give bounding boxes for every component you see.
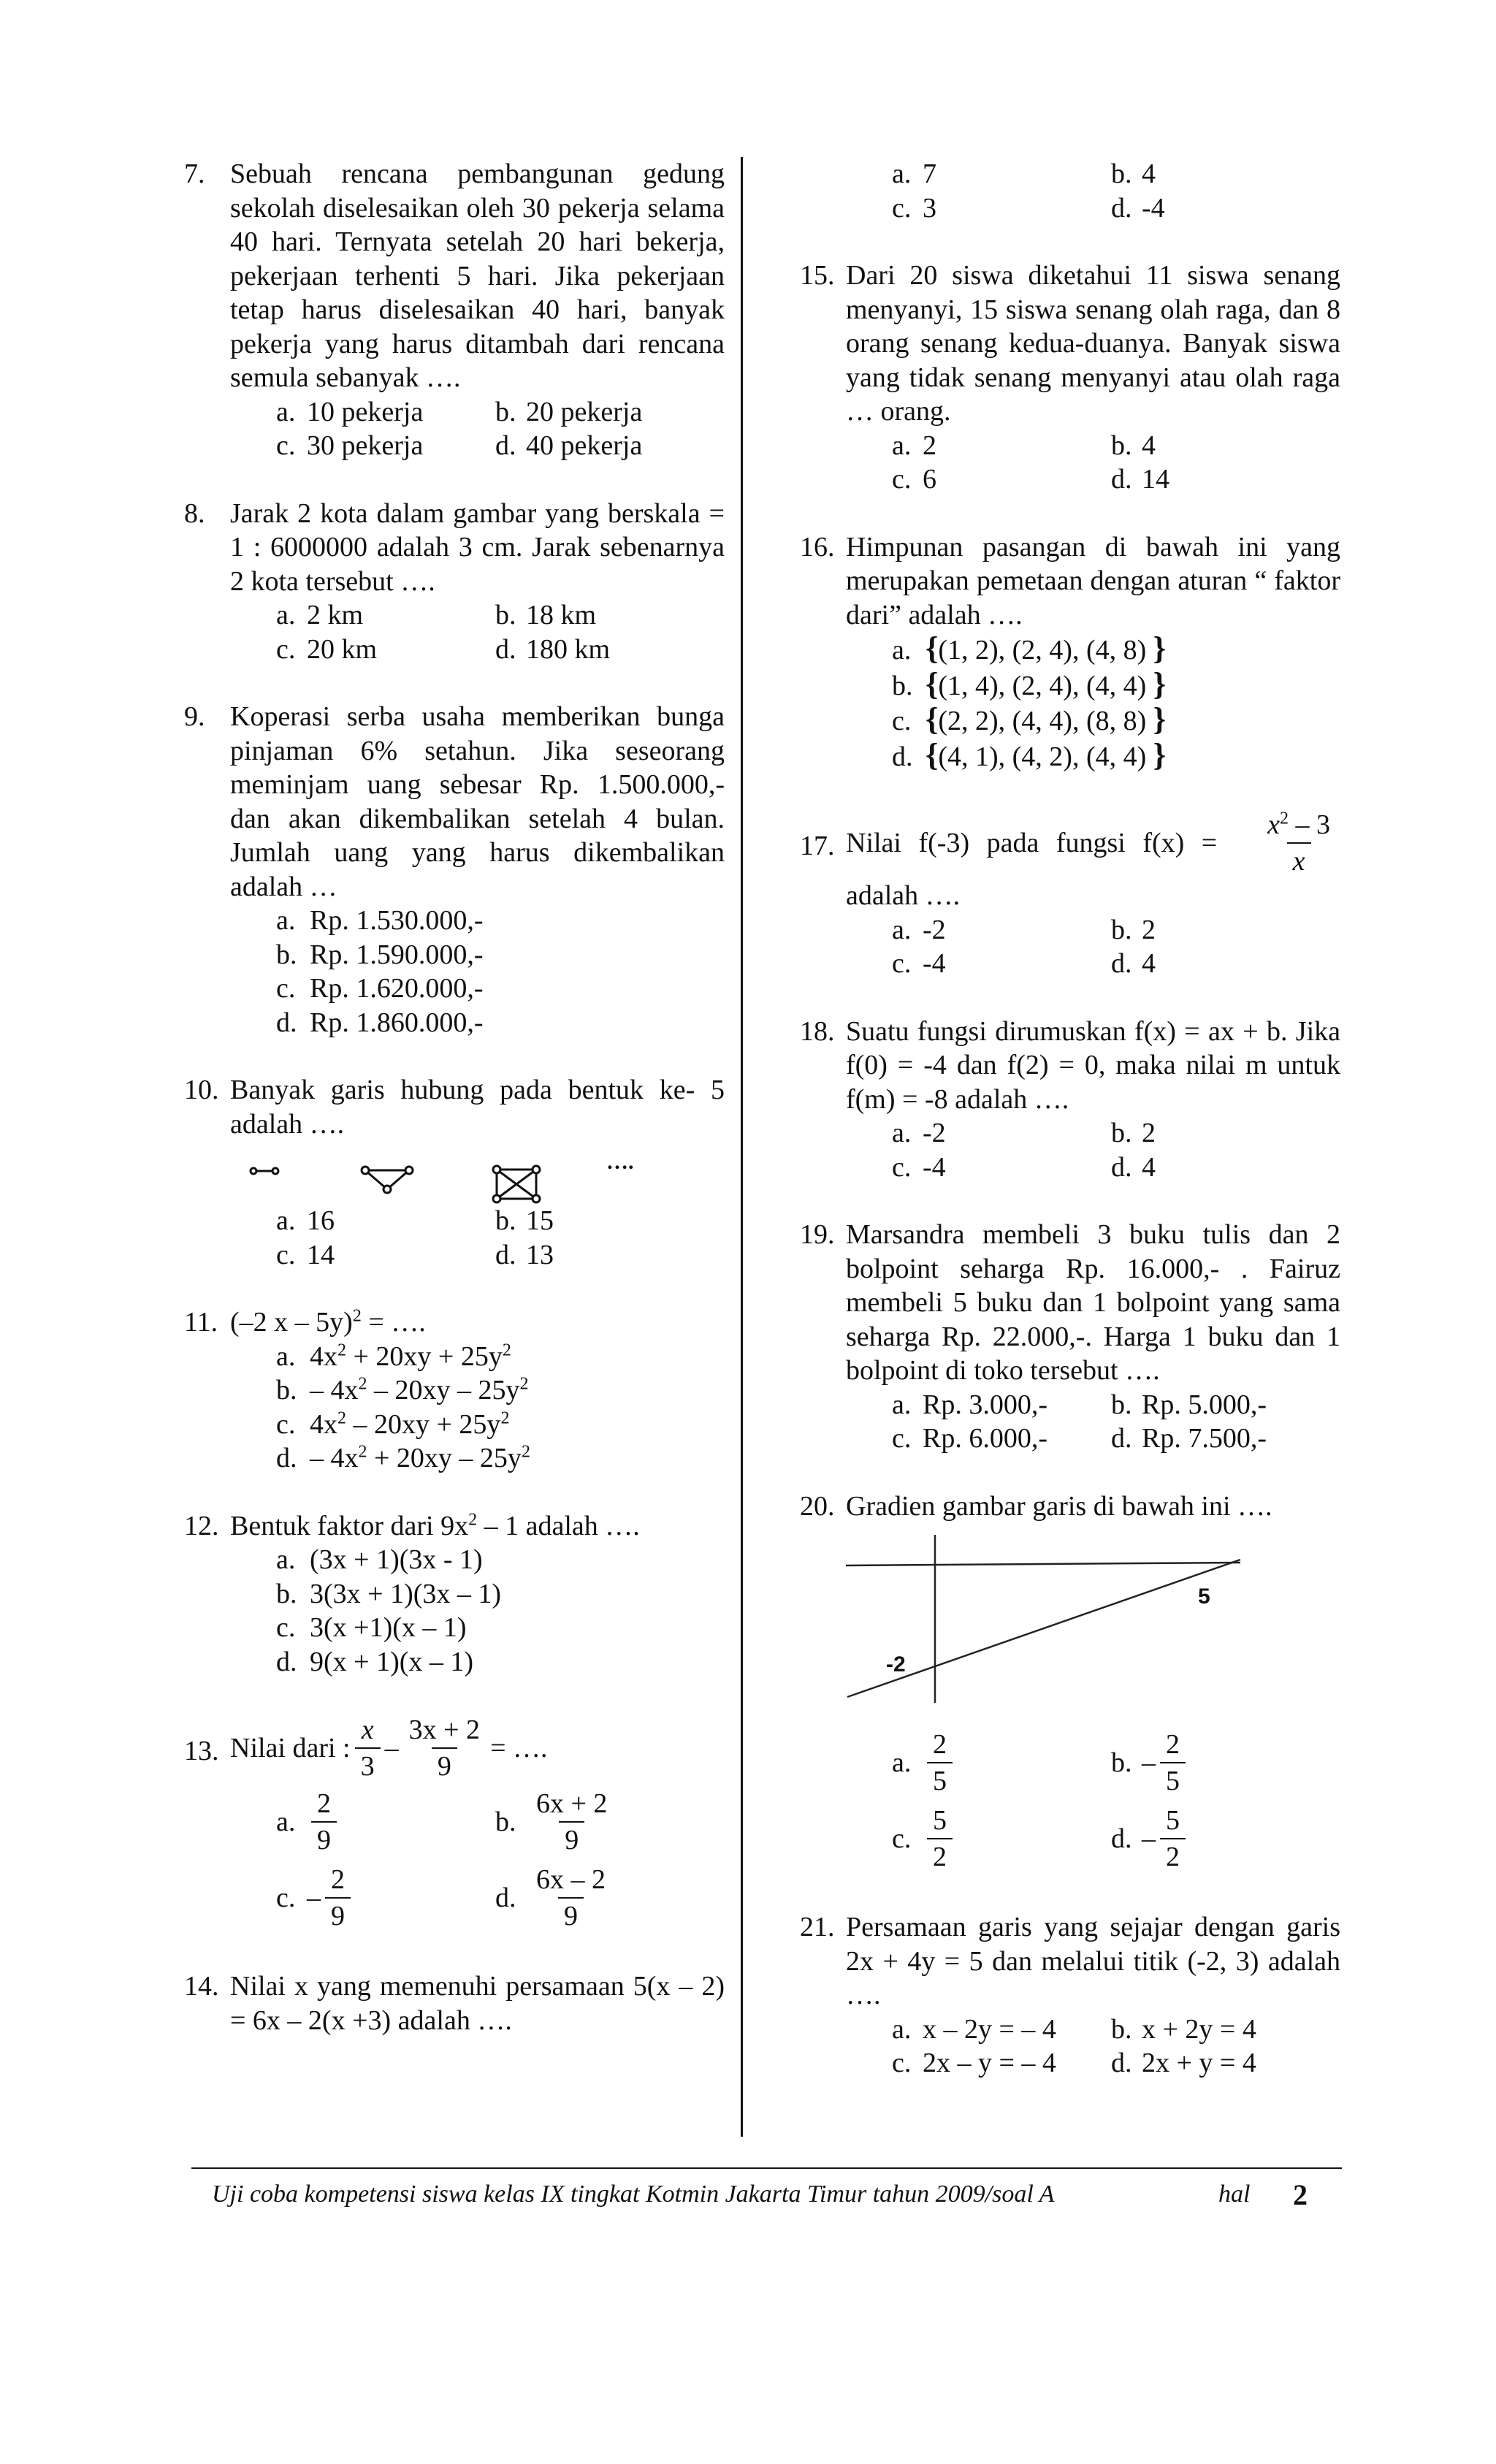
option-label: b. — [276, 939, 297, 970]
question-number: 9. — [184, 701, 205, 732]
column-divider — [741, 157, 743, 2137]
option-label: a. — [276, 396, 296, 427]
option-b: Rp. 5.000,- — [1142, 1389, 1267, 1420]
option-label: a. — [276, 1544, 296, 1575]
stem-text: adalah …. — [846, 880, 961, 911]
question-stem: Banyak garis hubung pada bentuk ke- 5 adalah …. — [230, 1075, 725, 1140]
option-c: Rp. 6.000,- — [923, 1423, 1047, 1454]
option-text: (4, 1), (4, 2), (4, 4) — [938, 741, 1147, 772]
option-b — [276, 1373, 725, 1408]
variable: x — [1267, 809, 1280, 840]
options — [892, 429, 1340, 497]
fraction — [311, 1786, 337, 1858]
option-d: Rp. 1.860.000,- — [310, 1007, 484, 1038]
question-20 — [800, 1490, 1340, 1877]
option-c: 6 — [923, 464, 936, 495]
fraction — [1262, 807, 1336, 879]
option-a: -2 — [923, 914, 946, 945]
question-11 — [184, 1305, 725, 1476]
graph-pattern-figure — [184, 1145, 679, 1204]
stem-text: – 1 adalah …. — [477, 1510, 640, 1541]
question-18 — [800, 1015, 1340, 1185]
term: 4x — [310, 1340, 337, 1372]
option-label: d. — [495, 633, 516, 665]
option-b — [892, 665, 1340, 703]
option-label: c. — [276, 973, 296, 1004]
option-c: 3(x +1)(x – 1) — [310, 1612, 467, 1643]
option-c: 2x – y = – 4 — [923, 2048, 1056, 2078]
option-label: c. — [276, 1612, 296, 1643]
denominator: 5 — [1160, 1762, 1186, 1799]
question-number: 13. — [184, 1736, 219, 1766]
exponent: 2 — [1280, 809, 1289, 828]
option-label: b. — [495, 1205, 516, 1236]
exponent: 2 — [519, 1374, 529, 1394]
sign: – — [307, 1882, 321, 1913]
options — [276, 1784, 725, 1936]
option-b: x + 2y = 4 — [1142, 2013, 1256, 2045]
y-intercept-label: -2 — [886, 1652, 906, 1677]
option-b: 2 — [1142, 1118, 1156, 1148]
x-intercept-label: 5 — [1198, 1584, 1210, 1609]
option-label: a. — [892, 1389, 912, 1420]
question-13 — [184, 1712, 725, 1936]
option-b: 20 pekerja — [526, 396, 643, 427]
question-12 — [184, 1509, 725, 1679]
exponent: 2 — [337, 1340, 346, 1359]
option-c: -4 — [923, 1151, 946, 1183]
option-c: 30 pekerja — [307, 430, 424, 461]
option-label: b. — [495, 600, 516, 630]
option-b: 18 km — [526, 600, 597, 630]
option-label: d. — [495, 1239, 516, 1270]
stem-text: Nilai dari : — [230, 1732, 351, 1763]
denominator: 2 — [927, 1838, 953, 1874]
option-label: b. — [1111, 159, 1132, 189]
option-label: b. — [1111, 1389, 1132, 1420]
denominator: 9 — [311, 1821, 337, 1858]
option-label: b. — [1111, 1747, 1132, 1778]
option-c: 20 km — [307, 633, 378, 665]
question-number: 12. — [184, 1510, 219, 1541]
brace: } — [1153, 701, 1167, 737]
question-stem — [230, 1712, 725, 1784]
term: – 3 — [1289, 809, 1330, 840]
option-b: Rp. 1.590.000,- — [310, 939, 484, 970]
option-d: 4 — [1142, 948, 1156, 979]
numerator: 2 — [317, 1788, 331, 1819]
option-c — [276, 1408, 725, 1442]
numerator: 2 — [331, 1864, 345, 1895]
line-graph-svg — [846, 1535, 1255, 1725]
question-stem — [846, 807, 1340, 913]
options — [276, 1340, 725, 1476]
denominator: 2 — [1160, 1838, 1186, 1874]
question-19 — [800, 1218, 1340, 1456]
option-label: a. — [892, 2013, 912, 2045]
option-label: b. — [1111, 1118, 1132, 1148]
denominator: 9 — [558, 1897, 584, 1934]
denominator: 9 — [559, 1821, 584, 1858]
brace: { — [926, 665, 939, 702]
option-a: 10 pekerja — [307, 396, 424, 427]
option-label: a. — [892, 1118, 912, 1148]
fraction — [1160, 1727, 1186, 1799]
exponent: 2 — [468, 1509, 478, 1529]
brace: } — [1153, 736, 1167, 773]
option-label: d. — [1111, 2048, 1132, 2078]
options — [892, 1388, 1340, 1456]
brace: { — [926, 736, 939, 773]
numerator — [1262, 807, 1336, 842]
pattern-ellipsis: …. — [606, 1150, 634, 1174]
question-stem: Himpunan pasangan di bawah ini yang merupakan pemetaan dengan aturan “ faktor dari” adalah …. — [846, 531, 1340, 630]
options — [892, 1116, 1340, 1184]
option-label: a. — [892, 635, 912, 665]
option-label: c. — [276, 1408, 296, 1440]
numerator: 2 — [1166, 1729, 1180, 1760]
stem-text: = …. — [490, 1732, 548, 1763]
question-number: 18. — [800, 1015, 835, 1047]
brace: } — [1153, 630, 1167, 666]
numerator: 6x + 2 — [536, 1788, 608, 1819]
option-a: Rp. 3.000,- — [923, 1389, 1047, 1420]
numerator: 6x – 2 — [536, 1864, 606, 1895]
question-stem: Suatu fungsi dirumuskan f(x) = ax + b. Jika f(0) = -4 dan f(2) = 0, maka nilai m untuk f(m) = -8 adalah …. — [846, 1015, 1340, 1115]
question-number: 20. — [800, 1490, 835, 1522]
options — [892, 1725, 1340, 1877]
option-d — [892, 736, 1340, 774]
option-d: 9(x + 1)(x – 1) — [310, 1646, 474, 1677]
option-d — [276, 1441, 725, 1476]
option-d — [1111, 1803, 1330, 1874]
question-stem: Nilai x yang memenuhi persamaan 5(x – 2) = 6x – 2(x +3) adalah …. — [230, 1971, 725, 2036]
option-label: c. — [276, 1882, 296, 1913]
option-a: 16 — [307, 1205, 335, 1236]
option-label: b. — [495, 1806, 516, 1837]
question-stem — [230, 1305, 725, 1340]
option-d: -4 — [1142, 192, 1165, 224]
question-number: 19. — [800, 1219, 835, 1250]
option-label: a. — [276, 1205, 296, 1236]
exponent: 2 — [352, 1306, 362, 1326]
option-d: 2x + y = 4 — [1142, 2048, 1256, 2078]
stem-text: = …. — [361, 1307, 426, 1338]
option-c: -4 — [923, 948, 946, 979]
option-label: a. — [276, 1340, 296, 1372]
question-number: 10. — [184, 1075, 219, 1105]
exponent: 2 — [358, 1374, 367, 1394]
option-text: (2, 2), (4, 4), (8, 8) — [938, 706, 1147, 736]
question-15 — [800, 259, 1340, 497]
option-label: d. — [892, 741, 913, 772]
question-stem: Gradien gambar garis di bawah ini …. — [846, 1490, 1272, 1522]
option-label: c. — [276, 633, 296, 665]
denominator: x — [1287, 842, 1311, 879]
question-number: 7. — [184, 159, 205, 189]
exponent: 2 — [500, 1408, 510, 1427]
page-number: 2 — [1293, 2178, 1308, 2211]
option-label: c. — [892, 192, 912, 224]
question-14 — [184, 1969, 725, 2037]
numerator: 5 — [933, 1805, 947, 1836]
graph-line — [847, 1560, 1240, 1697]
question-number: 17. — [800, 831, 835, 861]
brace: { — [926, 630, 939, 666]
option-text: (1, 4), (2, 4), (4, 4) — [938, 670, 1147, 701]
option-label: b. — [1111, 430, 1132, 461]
sign: – — [1142, 1823, 1156, 1854]
option-label: b. — [1111, 2013, 1132, 2045]
question-number: 16. — [800, 531, 835, 562]
denominator: 9 — [432, 1747, 457, 1784]
numerator: 5 — [1166, 1805, 1180, 1836]
option-b: 2 — [1142, 914, 1156, 945]
question-number: 11. — [184, 1307, 218, 1338]
question-number: 21. — [800, 1912, 835, 1942]
pattern-figures — [230, 1145, 725, 1204]
stem-text: Nilai f(-3) pada fungsi f(x) = — [846, 827, 1218, 858]
term: – 20xy – 25y — [367, 1375, 520, 1405]
option-label: d. — [1111, 1423, 1132, 1454]
exponent: 2 — [521, 1442, 530, 1462]
option-text: (1, 2), (2, 4), (4, 8) — [938, 635, 1147, 665]
options — [892, 913, 1340, 981]
option-a — [276, 1786, 495, 1858]
option-d: Rp. 7.500,- — [1142, 1423, 1267, 1454]
option-label: a. — [276, 1806, 296, 1837]
numerator: x — [361, 1714, 374, 1745]
option-b: 15 — [526, 1205, 554, 1236]
option-a: 2 km — [307, 600, 364, 630]
option-d: 4 — [1142, 1151, 1156, 1183]
option-c: 14 — [307, 1239, 335, 1270]
option-label: c. — [892, 706, 912, 736]
fraction — [403, 1712, 486, 1784]
fraction — [530, 1786, 613, 1858]
option-b: 4 — [1142, 159, 1156, 189]
option-label: c. — [892, 948, 912, 979]
right-column — [800, 157, 1340, 2114]
option-d: 14 — [1142, 464, 1169, 495]
numerator: 3x + 2 — [408, 1714, 481, 1745]
brace: } — [1153, 665, 1167, 702]
option-label: b. — [495, 396, 516, 427]
fraction — [927, 1803, 953, 1874]
option-label: c. — [892, 1423, 912, 1454]
option-label: c. — [276, 430, 296, 461]
options — [276, 1204, 725, 1272]
term: + 20xy – 25y — [367, 1443, 522, 1473]
options — [892, 632, 1340, 774]
question-number: 8. — [184, 497, 205, 529]
option-a — [276, 1340, 725, 1374]
option-a — [892, 1727, 1111, 1799]
fraction — [927, 1727, 953, 1799]
option-label: a. — [892, 159, 912, 189]
options — [276, 904, 725, 1040]
option-label: d. — [495, 1882, 516, 1913]
option-a: 2 — [923, 430, 936, 461]
question-9 — [184, 700, 725, 1040]
option-label: d. — [495, 430, 516, 461]
question-21 — [800, 1910, 1340, 2080]
left-column — [184, 157, 725, 2071]
brace: { — [926, 701, 939, 737]
question-stem: Dari 20 siswa diketahui 11 siswa senang menyanyi, 15 siswa senang olah raga, dan 8 orang senang kedua-duanya. Banyak siswa yang tidak senang menyanyi atau olah raga … orang. — [846, 260, 1340, 427]
question-stem — [230, 1509, 725, 1544]
options — [276, 395, 725, 463]
numerator: 2 — [933, 1729, 947, 1760]
option-label: a. — [892, 430, 912, 461]
exponent: 2 — [337, 1408, 346, 1427]
option-label: d. — [1111, 1151, 1132, 1183]
option-label: c. — [892, 1151, 912, 1183]
footer-text: Uji coba kompetensi siswa kelas IX tingkat Kotmin Jakarta Timur tahun 2009/soal A — [212, 2181, 1055, 2208]
options — [892, 2013, 1340, 2080]
option-label: c. — [892, 464, 912, 495]
fraction — [325, 1862, 351, 1934]
option-b: 4 — [1142, 430, 1156, 461]
question-14-options — [800, 157, 1340, 225]
page-footer — [212, 2178, 1322, 2211]
question-17 — [800, 807, 1340, 981]
term: – 20xy + 25y — [346, 1408, 501, 1440]
options — [892, 157, 1340, 225]
term: – 4x — [310, 1443, 359, 1473]
x-axis — [846, 1563, 1240, 1565]
question-stem: Persamaan garis yang sejajar dengan garis 2x + 4y = 5 dan melalui titik (-2, 3) adalah …. — [846, 1912, 1340, 2010]
option-label: c. — [276, 1239, 296, 1270]
question-stem: Jarak 2 kota dalam gambar yang berskala = 1 : 6000000 adalah 3 cm. Jarak sebenarnya 2 kota tersebut …. — [230, 497, 725, 597]
option-label: a. — [276, 600, 296, 630]
option-b — [1111, 1727, 1330, 1799]
option-b: 3(3x + 1)(3x – 1) — [310, 1578, 502, 1609]
option-label: d. — [276, 1646, 297, 1677]
option-label: d. — [276, 1007, 297, 1038]
option-label: b. — [1111, 914, 1132, 945]
sign: – — [1142, 1747, 1156, 1778]
option-label: a. — [892, 1747, 912, 1778]
stem-text: Bentuk faktor dari 9x — [230, 1510, 469, 1541]
options — [276, 1543, 725, 1679]
question-number: 15. — [800, 260, 835, 291]
footer-hal: hal — [1218, 2181, 1251, 2208]
stem-text: (–2 x – 5y) — [230, 1307, 353, 1338]
term: + 20xy + 25y — [346, 1340, 503, 1372]
option-a: 7 — [923, 159, 936, 189]
option-label: d. — [1111, 464, 1132, 495]
option-d — [495, 1862, 714, 1934]
option-b — [495, 1786, 714, 1858]
option-a: -2 — [923, 1118, 946, 1148]
option-label: a. — [892, 914, 912, 945]
question-7 — [184, 157, 725, 463]
term: 4x — [310, 1408, 337, 1440]
option-c — [892, 1803, 1111, 1874]
exponent: 2 — [358, 1442, 367, 1462]
footer-rule — [191, 2167, 1342, 2169]
operator: – — [384, 1732, 399, 1763]
question-16 — [800, 530, 1340, 774]
denominator: 5 — [927, 1762, 953, 1799]
fraction — [355, 1712, 381, 1784]
option-label: b. — [276, 1375, 297, 1405]
option-a: Rp. 1.530.000,- — [310, 905, 484, 936]
option-c — [892, 703, 1340, 739]
option-a — [892, 632, 1340, 668]
question-10 — [184, 1073, 725, 1272]
fraction — [530, 1862, 611, 1934]
question-number: 14. — [184, 1971, 219, 2002]
option-d: 40 pekerja — [526, 430, 643, 461]
option-a: x – 2y = – 4 — [923, 2013, 1056, 2045]
option-c — [276, 1862, 495, 1934]
option-label: b. — [276, 1578, 297, 1609]
denominator: 9 — [325, 1897, 351, 1934]
exponent: 2 — [502, 1340, 511, 1359]
options — [276, 598, 725, 666]
option-label: c. — [892, 1823, 912, 1854]
denominator: 3 — [355, 1747, 381, 1784]
question-stem: Marsandra membeli 3 buku tulis dan 2 bolpoint seharga Rp. 16.000,- . Fairuz membeli 5 buku dan 1 bolpoint yang sama seharga Rp. 22.000,-. Harga 1 buku dan 1 bolpoint di toko tersebut …. — [846, 1219, 1340, 1386]
option-a: (3x + 1)(3x - 1) — [310, 1544, 483, 1575]
question-stem: Sebuah rencana pembangunan gedung sekolah diselesaikan oleh 30 pekerja selama 40 hari. Ternyata setelah 20 hari bekerja, pekerjaan terhenti 5 hari. Jika pekerjaan tetap harus diselesaikan 40 hari, banyak pekerja yang harus ditambah dari rencana semula sebanyak …. — [230, 159, 725, 393]
question-8 — [184, 497, 725, 667]
option-label: d. — [1111, 948, 1132, 979]
option-d: 180 km — [526, 633, 611, 665]
option-label: b. — [892, 670, 913, 701]
option-label: c. — [892, 2048, 912, 2078]
option-label: d. — [1111, 1823, 1132, 1854]
option-label: a. — [276, 905, 296, 936]
option-c: 3 — [923, 192, 936, 224]
option-d: 13 — [526, 1239, 554, 1270]
question-stem: Koperasi serba usaha memberikan bunga pinjaman 6% setahun. Jika seseorang meminjam uang sebesar Rp. 1.500.000,- dan akan dikembalikan setelah 4 bulan. Jumlah uang yang harus dikembalikan adalah … — [230, 701, 725, 902]
line-graph — [846, 1535, 1255, 1725]
option-c: Rp. 1.620.000,- — [310, 973, 484, 1004]
option-label: d. — [276, 1443, 297, 1473]
term: – 4x — [310, 1375, 359, 1405]
option-label: d. — [1111, 192, 1132, 224]
fraction — [1160, 1803, 1186, 1874]
